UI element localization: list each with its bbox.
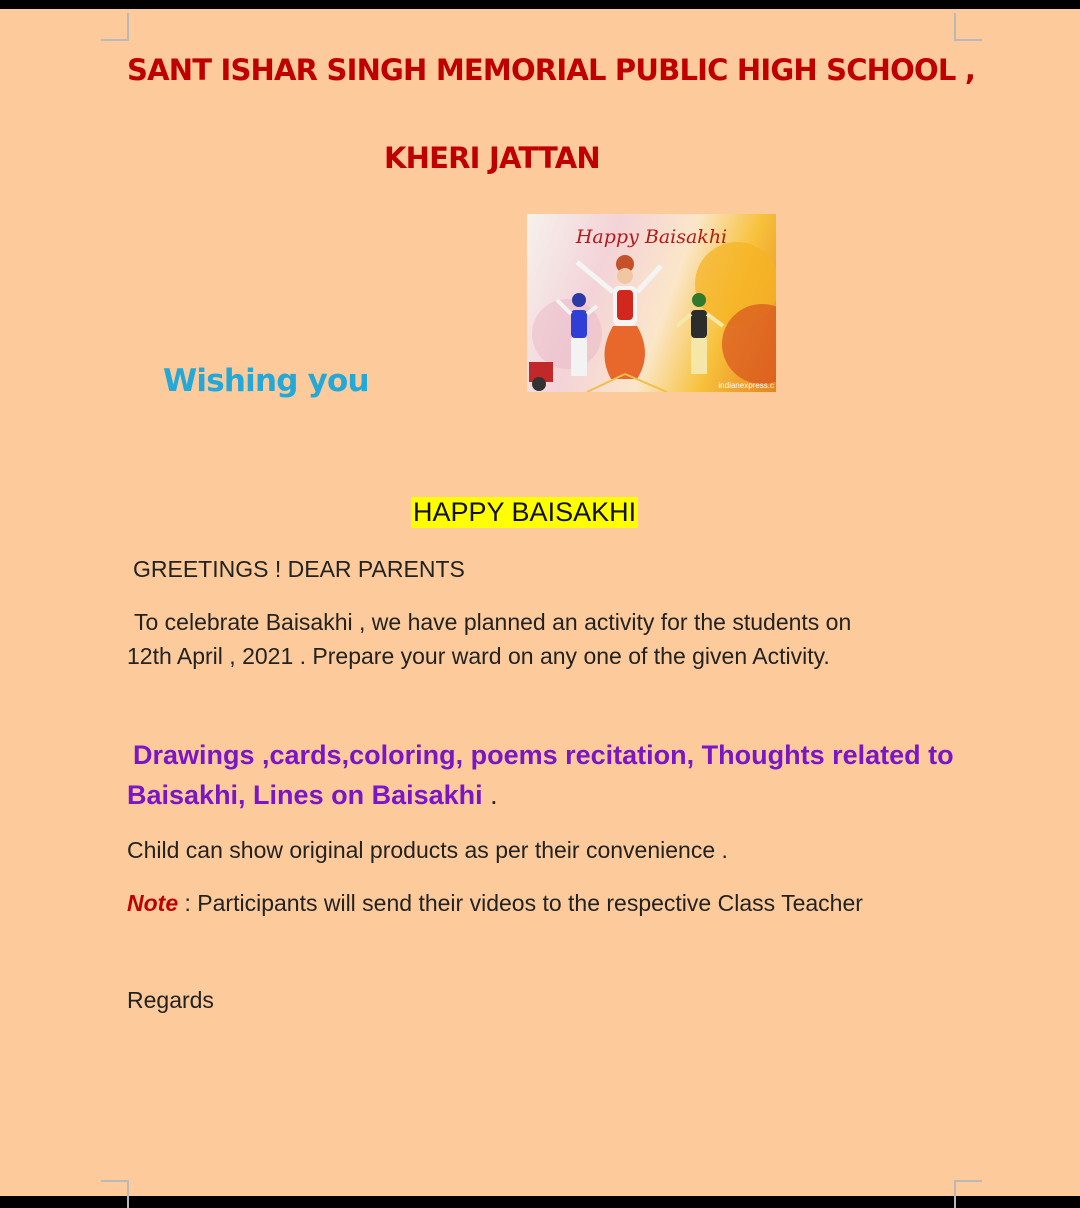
activities-end: . <box>482 780 498 810</box>
note-text: : Participants will send their videos to the respective Class Teacher <box>178 890 863 916</box>
document-page <box>0 9 1080 1196</box>
activities-line-2-text: Baisakhi, Lines on Baisakhi <box>127 780 483 810</box>
activities-line-2 <box>127 780 498 811</box>
picture-title: Happy Baisakhi <box>575 226 728 248</box>
crop-mark-bottom-left <box>101 1180 129 1208</box>
closing: Regards <box>127 987 214 1013</box>
activities-line-1: Drawings ,cards,coloring, poems recitation, Thoughts related to <box>133 740 954 770</box>
crop-mark-top-right <box>954 13 982 41</box>
crop-mark-top-left <box>101 13 129 41</box>
crop-mark-bottom-right <box>954 1180 982 1208</box>
child-line: Child can show original products as per their convenience . <box>127 837 728 863</box>
salutation: GREETINGS ! DEAR PARENTS <box>133 556 465 582</box>
happy-baisakhi-heading: HAPPY BAISAKHI <box>413 497 637 527</box>
paragraph-line-2: 12th April , 2021 . Prepare your ward on any one of the given Activity. <box>127 643 830 669</box>
wishing-text: Wishing you <box>163 363 369 399</box>
picture-credit: indianexpress.c <box>718 381 774 390</box>
note-label: Note <box>127 890 179 916</box>
school-name: SANT ISHAR SINGH MEMORIAL PUBLIC HIGH SCHOOL , <box>127 53 976 87</box>
note-line <box>127 890 863 917</box>
baisakhi-illustration <box>527 214 776 392</box>
school-location: KHERI JATTAN <box>384 141 600 175</box>
paragraph-line-1: To celebrate Baisakhi , we have planned an activity for the students on <box>134 609 852 635</box>
